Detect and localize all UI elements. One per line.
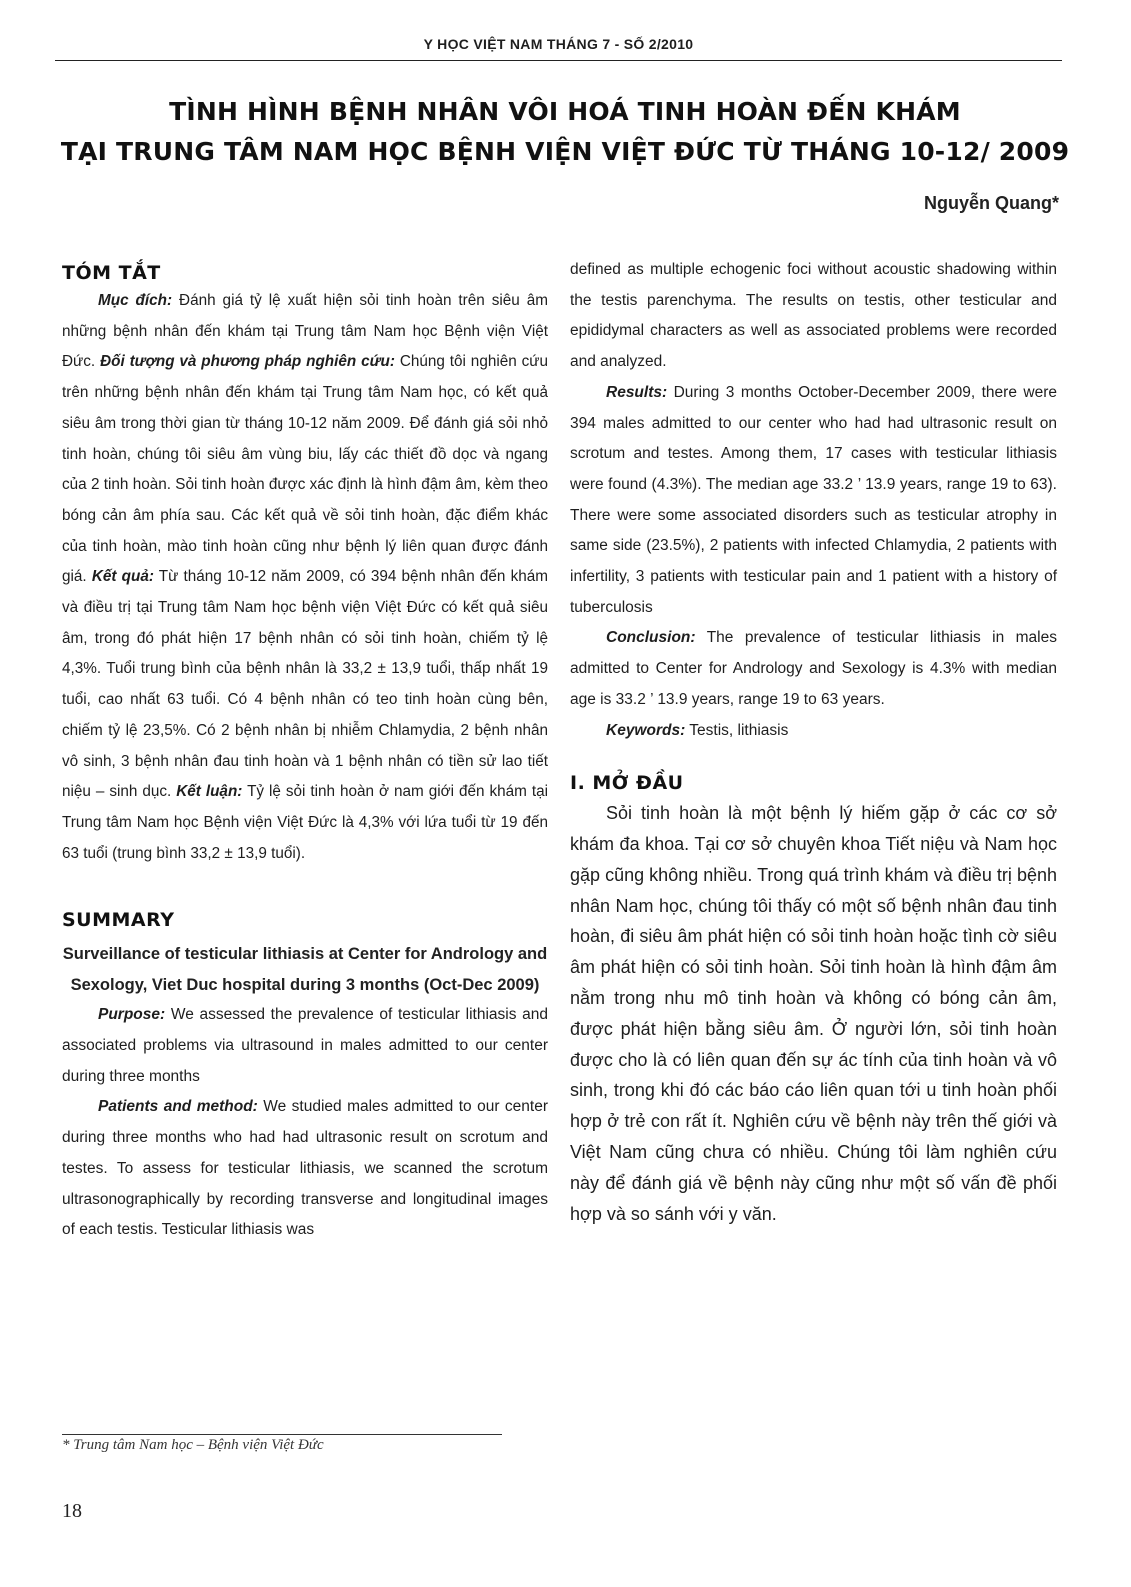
results-text: During 3 months October-December 2009, there were 394 males admitted to our center who had had ultrasonic result on scrotum and testes. Among them, 17 cases with testicular lithiasis were found (4.3%). The median age 33.2 ’ 13.9 years, range 19 to 63). There were some associated disorders such as testicular atrophy in same side (23.5%), 2 patients with infected Chlamydia, 2 patients with infertility, 3 patients with testicular pain and 1 patient with a history of tuberculosis [570, 383, 1057, 616]
method-paragraph [62, 1092, 548, 1246]
tom-tat-heading: TÓM TẮT [62, 262, 161, 284]
ket-qua-label: Kết quả: [91, 568, 154, 586]
keywords-text: Testis, lithiasis [685, 721, 789, 739]
doi-tuong-label: Đối tượng và phương pháp nghiên cứu: [100, 353, 395, 371]
purpose-paragraph [62, 1000, 548, 1092]
title-line-1: TÌNH HÌNH BỆNH NHÂN VÔI HOÁ TINH HOÀN ĐẾN KHÁM [169, 97, 961, 126]
purpose-label: Purpose: [98, 1006, 166, 1024]
conclusion-text: The prevalence of testicular lithiasis in males admitted to Center for Andrology and Sexology is 4.3% with median age is 33.2 ’ 13.9 years, range 19 to 63 years. [570, 629, 1057, 708]
method-continued: defined as multiple echogenic foci without acoustic shadowing within the testis parenchyma. The results on testis, other testicular and epididymal characters as well as associated problems were recorded and analyzed. [570, 261, 1057, 371]
left-column [62, 260, 548, 1246]
keywords-label: Keywords: [606, 721, 686, 739]
summary-heading: SUMMARY [62, 909, 175, 932]
method-text: We studied males admitted to our center during three months who had had ultrasonic result on scrotum and testes. To assess for testicular lithiasis, we scanned the scrotum ultrasonographically by recording transverse and longitudinal images of each testis. Testicular lithiasis was [62, 1098, 548, 1239]
title-line-2: TẠI TRUNG TÂM NAM HỌC BỆNH VIỆN VIỆT ĐỨC TỪ THÁNG 10-12/ 2009 [60, 137, 1070, 166]
conclusion-paragraph [570, 623, 1057, 715]
results-label: Results: [606, 383, 668, 401]
doi-tuong-text: Chúng tôi nghiên cứu trên những bệnh nhân đến khám tại Trung tâm Nam học, có kết quả siêu âm trong thời gian từ tháng 10-12 năm 2009. Để đánh giá sỏi nhỏ tinh hoàn, chúng tôi siêu âm vùng biu, lấy các thiết đồ dọc và ngang của 2 tinh hoàn. Sỏi tinh hoàn được xác định là hình đậm âm, kèm theo bóng cản âm phía sau. Các kết quả về sỏi tinh hoàn, đặc điểm khác của tinh hoàn, mào tinh hoàn cũng như bệnh lý liên quan được đánh giá. [62, 353, 549, 586]
results-paragraph [570, 378, 1057, 624]
ket-luan-label: Kết luận: [176, 783, 243, 801]
ket-qua-text: Từ tháng 10-12 năm 2009, có 394 bệnh nhân đến khám và điều trị tại Trung tâm Nam học bệnh viện Việt Đức có kết quả siêu âm, trong đó phát hiện 17 bệnh nhân có sỏi tinh hoàn, chiếm tỷ lệ 4,3%. Tuổi trung bình của bệnh nhân là 33,2 ± 13,9 tuổi, thấp nhất 19 tuổi, cao nhất 63 tuổi. Có 4 bệnh nhân có teo tinh hoàn cùng bên, chiếm tỷ lệ 23,5%. Có 2 bệnh nhân bị nhiễm Chlamydia, 2 bệnh nhân vô sinh, 3 bệnh nhân đau tinh hoàn và 1 bệnh nhân có tiền sử lao tiết niệu – sinh dục. [62, 568, 548, 801]
header-rule [55, 60, 1062, 61]
muc-dich-text: Đánh giá tỷ lệ xuất hiện sỏi tinh hoàn trên siêu âm những bệnh nhân đến khám tại Trung tâm Nam học Bệnh viện Việt Đức. [62, 292, 548, 371]
footnote-rule [62, 1434, 502, 1435]
journal-header: Y HỌC VIỆT NAM THÁNG 7 - SỐ 2/2010 [423, 36, 694, 52]
conclusion-label: Conclusion: [606, 629, 696, 647]
article-title [60, 92, 1070, 172]
footnote: * Trung tâm Nam học – Bệnh viện Việt Đức [62, 1437, 324, 1453]
intro-paragraph: Sỏi tinh hoàn là một bệnh lý hiếm gặp ở các cơ sở khám đa khoa. Tại cơ sở chuyên khoa Tiết niệu và Nam học gặp cũng không nhiều. Trong quá trình khám và điều trị bệnh nhân Nam học, chúng tôi thấy có một số bệnh nhân đau tinh hoàn, đi siêu âm phát hiện có sỏi tinh hoàn hoặc tình cờ siêu âm phát hiện có sỏi tinh hoàn. Sỏi tinh hoàn là hình đậm âm nằm trong nhu mô tinh hoàn và không có bóng cản âm, được phát hiện bằng siêu âm. Ở người lớn, sỏi tinh hoàn được cho là có liên quan đến sự ác tính của tinh hoàn và vô sinh, trong khi đó các báo cáo liên quan tới u tinh hoàn phối hợp ở trẻ con rất ít. Nghiên cứu về bệnh này trên thế giới và Việt Nam cũng chưa có nhiều. Chúng tôi làm nghiên cứu này để đánh giá về bệnh này cũng như một số vấn đề phối hợp và so sánh với y văn. [570, 803, 1057, 1224]
page-number: 18 [62, 1500, 82, 1522]
right-column [570, 255, 1057, 1229]
keywords-paragraph [570, 716, 1057, 747]
summary-title: Surveillance of testicular lithiasis at Center for Andrology and Sexology, Viet Duc hospital during 3 months (Oct-Dec 2009) [62, 945, 548, 994]
muc-dich-label: Mục đích: [98, 292, 173, 309]
tom-tat-abstract [62, 286, 548, 869]
method-label: Patients and method: [98, 1098, 258, 1116]
intro-heading: I. MỞ ĐẦU [570, 772, 684, 795]
ket-luan-text: Tỷ lệ sỏi tinh hoàn ở nam giới đến khám tại Trung tâm Nam học Bệnh viện Việt Đức là 4,3% với lứa tuổi từ 19 đến 63 tuổi (trung bình 33,2 ± 13,9 tuổi). [62, 783, 548, 862]
author: Nguyễn Quang* [923, 193, 1059, 213]
purpose-text: We assessed the prevalence of testicular lithiasis and associated problems via ultrasound in males admitted to our center during three months [62, 1006, 548, 1085]
